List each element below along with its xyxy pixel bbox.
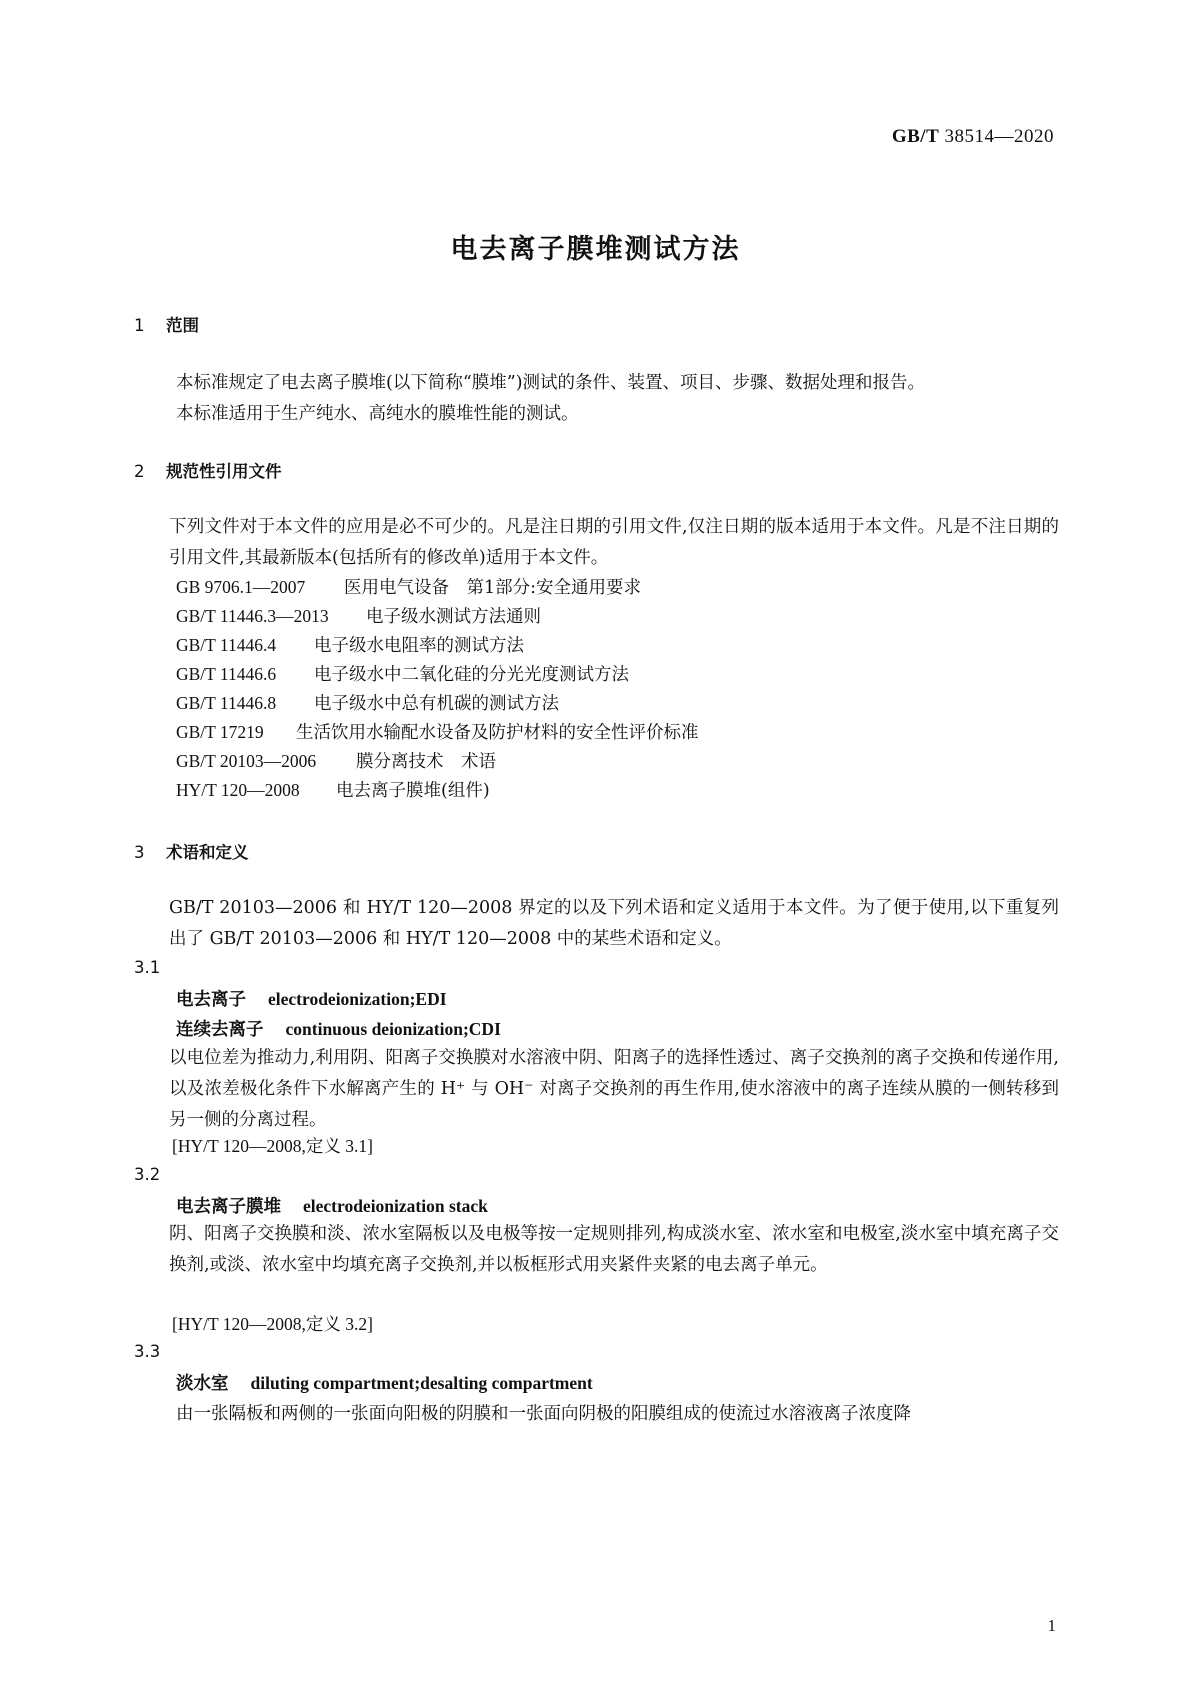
term-heading [176,1370,593,1395]
reference-title: 医用电气设备 第1部分:安全通用要求 [344,578,642,598]
page-number: 1 [1047,1616,1056,1635]
terms-intro [134,893,1059,955]
references-intro-text: 下列文件对于本文件的应用是必不可少的。凡是注日期的引用文件,仅注日期的版本适用于本文件。凡是不注日期的引用文件,其最新版本(包括所有的修改单)适用于本文件。 [169,517,1059,568]
term-definition-text: 阴、阳离子交换膜和淡、浓水室隔板以及电极等按一定规则排列,构成淡水室、浓水室和电极室,淡水室中填充离子交换剂,或淡、浓水室中均填充离子交换剂,并以板框形式用夹紧件夹紧的电去离子单元。 [169,1224,1059,1275]
term-source: [HY/T 120—2008,定义 3.2] [172,1314,373,1334]
reference-item [176,632,524,657]
term-alt-en: continuous deionization;CDI [285,1019,501,1039]
reference-title: 膜分离技术 术语 [356,752,496,772]
section-number: 3 [134,843,145,862]
scope-paragraph-2: 本标准适用于生产纯水、高纯水的膜堆性能的测试。 [176,404,579,424]
section-2-heading [134,458,282,482]
reference-item [176,661,629,686]
reference-code: GB/T 11446.8 [176,693,277,713]
term-en: electrodeionization stack [303,1196,488,1216]
reference-item [176,690,559,715]
standard-code-prefix: GB/T [891,126,940,147]
term-alt-cn: 连续去离子 [176,1020,264,1040]
reference-item [176,719,699,744]
reference-code: GB/T 17219 [176,722,264,742]
standard-code [892,126,1054,148]
reference-code: GB 9706.1—2007 [176,577,306,597]
reference-title: 生活饮用水输配水设备及防护材料的安全性评价标准 [296,723,699,743]
document-title: 电去离子膜堆测试方法 [450,234,741,265]
term-number: 3.3 [134,1342,161,1361]
references-intro [134,512,1059,574]
reference-item [176,603,541,628]
section-title: 规范性引用文件 [166,462,282,481]
reference-title: 电子级水电阻率的测试方法 [314,636,524,656]
reference-code: GB/T 11446.4 [176,635,277,655]
term-definition [134,1043,1059,1136]
reference-item [176,777,490,802]
reference-code: HY/T 120—2008 [176,780,300,800]
reference-code: GB/T 11446.6 [176,664,277,684]
term-source: [HY/T 120—2008,定义 3.1] [172,1136,373,1156]
reference-code: GB/T 20103—2006 [176,751,317,771]
term-en: electrodeionization;EDI [268,989,447,1009]
section-number: 1 [134,316,145,335]
standard-code-number: 38514—2020 [944,126,1054,147]
section-title: 范围 [166,316,199,335]
reference-title: 电去离子膜堆(组件) [336,781,490,801]
term-heading [176,986,447,1011]
section-1-heading [134,312,199,336]
reference-title: 电子级水中总有机碳的测试方法 [314,694,559,714]
section-number: 2 [134,462,145,481]
term-en: diluting compartment;desalting compartment [250,1373,593,1393]
scope-paragraph-1: 本标准规定了电去离子膜堆(以下简称“膜堆”)测试的条件、装置、项目、步骤、数据处理和报告。 [176,373,926,393]
term-definition-text: 由一张隔板和两侧的一张面向阳极的阴膜和一张面向阴极的阳膜组成的使流过水溶液离子浓度降 [176,1404,911,1424]
term-definition [134,1219,1059,1281]
reference-title: 电子级水中二氧化硅的分光光度测试方法 [314,665,629,685]
term-cn: 电去离子 [176,990,246,1010]
term-cn: 电去离子膜堆 [176,1197,281,1217]
term-alt-heading [176,1016,501,1041]
section-title: 术语和定义 [166,843,249,862]
term-cn: 淡水室 [176,1374,229,1394]
reference-item [176,748,496,773]
term-heading [176,1193,488,1218]
term-definition-text: 以电位差为推动力,利用阴、阳离子交换膜对水溶液中阴、阳离子的选择性透过、离子交换剂的离子交换和传递作用,以及浓差极化条件下水解离产生的 H⁺ 与 OH⁻ 对离子交换剂的再生作用,使水溶液中的离子连续从膜的一侧转移到另一侧的分离过程。 [169,1048,1059,1130]
reference-item [176,574,641,599]
reference-title: 电子级水测试方法通则 [366,607,541,627]
reference-code: GB/T 11446.3—2013 [176,606,329,626]
terms-intro-text: GB/T 20103—2006 和 HY/T 120—2008 界定的以及下列术语和定义适用于本文件。为了便于使用,以下重复列出了 GB/T 20103—2006 和 HY/T 120—2008 中的某些术语和定义。 [169,898,1059,949]
section-3-heading [134,839,249,863]
term-number: 3.2 [134,1165,161,1184]
term-number: 3.1 [134,958,161,977]
